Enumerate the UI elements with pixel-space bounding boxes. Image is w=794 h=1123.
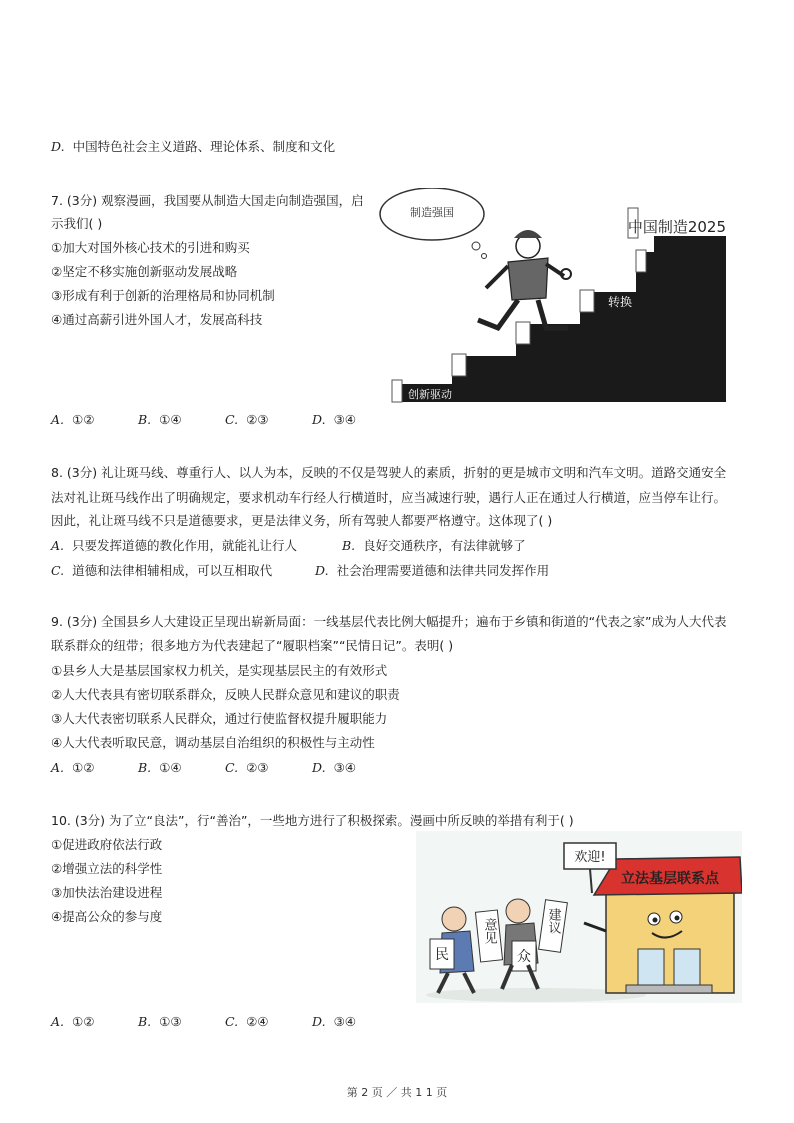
option-letter: A.	[51, 412, 65, 427]
page-footer: 第 2 页 ／ 共 1 1 页	[346, 1086, 448, 1099]
q7-option-b	[138, 412, 182, 428]
q7-option-d	[312, 412, 356, 428]
option-letter: B.	[138, 412, 152, 427]
running-worker	[478, 230, 571, 328]
q8-option-d	[315, 563, 549, 579]
option-text: 良好交通秩序，有法律就够了	[363, 538, 526, 553]
q9-option-b	[138, 760, 182, 776]
q7-stem-line1: 7. (3分) 观察漫画，我国要从制造大国走向制造强国，启	[51, 193, 364, 208]
q9-option-c	[225, 760, 269, 776]
q7-stem-line2: 示我们( )	[51, 216, 103, 231]
bubble-text: 制造强国	[410, 206, 454, 219]
option-text: ①③	[159, 1014, 182, 1029]
q9-item-1: ①县乡人大是基层国家权力机关，是实现基层民主的有效形式	[51, 663, 388, 678]
goal-label: 中国制造2025	[627, 218, 726, 236]
option-text: ②④	[246, 1014, 269, 1029]
q8-option-c	[51, 563, 272, 579]
contact-point-building	[584, 857, 742, 993]
option-text: 道德和法律相辅相成，可以互相取代	[72, 563, 273, 578]
q8-option-a	[51, 538, 297, 554]
option-text: ③④	[333, 1014, 356, 1029]
q7-item-3: ③形成有利于创新的治理格局和协同机制	[51, 288, 275, 303]
q6-option-d	[51, 139, 335, 155]
q9-item-2: ②人大代表具有密切联系群众，反映人民群众意见和建议的职责	[51, 687, 400, 702]
option-text: ③④	[333, 412, 356, 427]
q9-item-4: ④人大代表听取民意，调动基层自治组织的积极性与主动性	[51, 735, 375, 750]
step-label-low: 创新驱动	[408, 388, 452, 401]
option-letter: C.	[225, 760, 239, 775]
q7-item-4: ④通过高薪引进外国人才，发展高科技	[51, 312, 263, 327]
card2-text: 建议	[545, 908, 561, 934]
option-text: ①②	[72, 1014, 95, 1029]
option-letter: D.	[51, 139, 65, 154]
option-text: ①④	[159, 760, 182, 775]
q10-item-4: ④提高公众的参与度	[51, 909, 163, 924]
option-letter: B.	[138, 760, 152, 775]
q10-option-c	[225, 1014, 269, 1030]
q9-stem-line2: 联系群众的纽带；很多地方为代表建起了“履职档案”“民情日记”。表明( )	[51, 638, 454, 653]
option-letter: C.	[51, 563, 65, 578]
q10-legislation-cartoon	[416, 831, 742, 1003]
option-letter: D.	[312, 1014, 326, 1029]
q10-item-3: ③加快法治建设进程	[51, 885, 163, 900]
q10-item-1: ①促进政府依法行政	[51, 837, 163, 852]
q10-option-d	[312, 1014, 356, 1030]
q9-stem-line1: 9. (3分) 全国县乡人大建设正呈现出崭新局面：一线基层代表比例大幅提升；遍布于乡镇和街道的“代表之家”成为人大代表	[51, 614, 727, 629]
option-letter: B.	[138, 1014, 152, 1029]
option-text: 中国特色社会主义道路、理论体系、制度和文化	[72, 139, 336, 154]
option-text: ②③	[246, 412, 269, 427]
building-sign: 立法基层联系点	[621, 871, 719, 887]
q10-stem: 10. (3分) 为了立“良法”，行“善治”，一些地方进行了积极探索。漫画中所反映的举措有利于( )	[51, 813, 574, 828]
option-letter: D.	[315, 563, 329, 578]
step-label-mid: 转换	[608, 295, 633, 309]
welcome-text: 欢迎!	[574, 850, 606, 865]
q8-stem-line2: 法对礼让斑马线作出了明确规定，要求机动车行经人行横道时，应当减速行驶，遇行人正在通过人行横道，应当停车让行。	[51, 490, 727, 505]
option-letter: A.	[51, 538, 65, 553]
q9-option-a	[51, 760, 94, 776]
option-text: ③④	[333, 760, 356, 775]
option-text: ①②	[72, 760, 95, 775]
q10-option-b	[138, 1014, 182, 1030]
q7-staircase-cartoon	[378, 188, 740, 404]
option-letter: B.	[342, 538, 356, 553]
option-text: 社会治理需要道德和法律共同发挥作用	[336, 563, 550, 578]
person1-label: 民	[435, 947, 449, 963]
q9-item-3: ③人大代表密切联系人民群众，通过行使监督权提升履职能力	[51, 711, 388, 726]
option-text: ①④	[159, 412, 182, 427]
option-letter: C.	[225, 1014, 239, 1029]
q9-option-d	[312, 760, 356, 776]
option-letter: D.	[312, 760, 326, 775]
staircase	[392, 236, 726, 402]
q7-option-c	[225, 412, 269, 428]
q8-option-b	[342, 538, 526, 554]
q7-item-2: ②坚定不移实施创新驱动发展战略	[51, 264, 238, 279]
option-text: 只要发挥道德的教化作用，就能礼让行人	[72, 538, 298, 553]
q10-option-a	[51, 1014, 94, 1030]
q7-option-a	[51, 412, 94, 428]
option-letter: A.	[51, 1014, 65, 1029]
option-letter: A.	[51, 760, 65, 775]
q8-stem-line1: 8. (3分) 礼让斑马线、尊重行人、以人为本，反映的不仅是驾驶人的素质，折射的更是城市文明和汽车文明。道路交通安全	[51, 465, 727, 480]
option-text: ①②	[72, 412, 95, 427]
card1-text: 意见	[481, 918, 497, 944]
option-text: ②③	[246, 760, 269, 775]
q10-item-2: ②增强立法的科学性	[51, 861, 163, 876]
q8-stem-line3: 因此，礼让斑马线不只是道德要求，更是法律义务，所有驾驶人都要严格遵守。这体现了( )	[51, 513, 553, 528]
option-letter: D.	[312, 412, 326, 427]
person2-label: 众	[517, 949, 531, 965]
q7-item-1: ①加大对国外核心技术的引进和购买	[51, 240, 250, 255]
option-letter: C.	[225, 412, 239, 427]
